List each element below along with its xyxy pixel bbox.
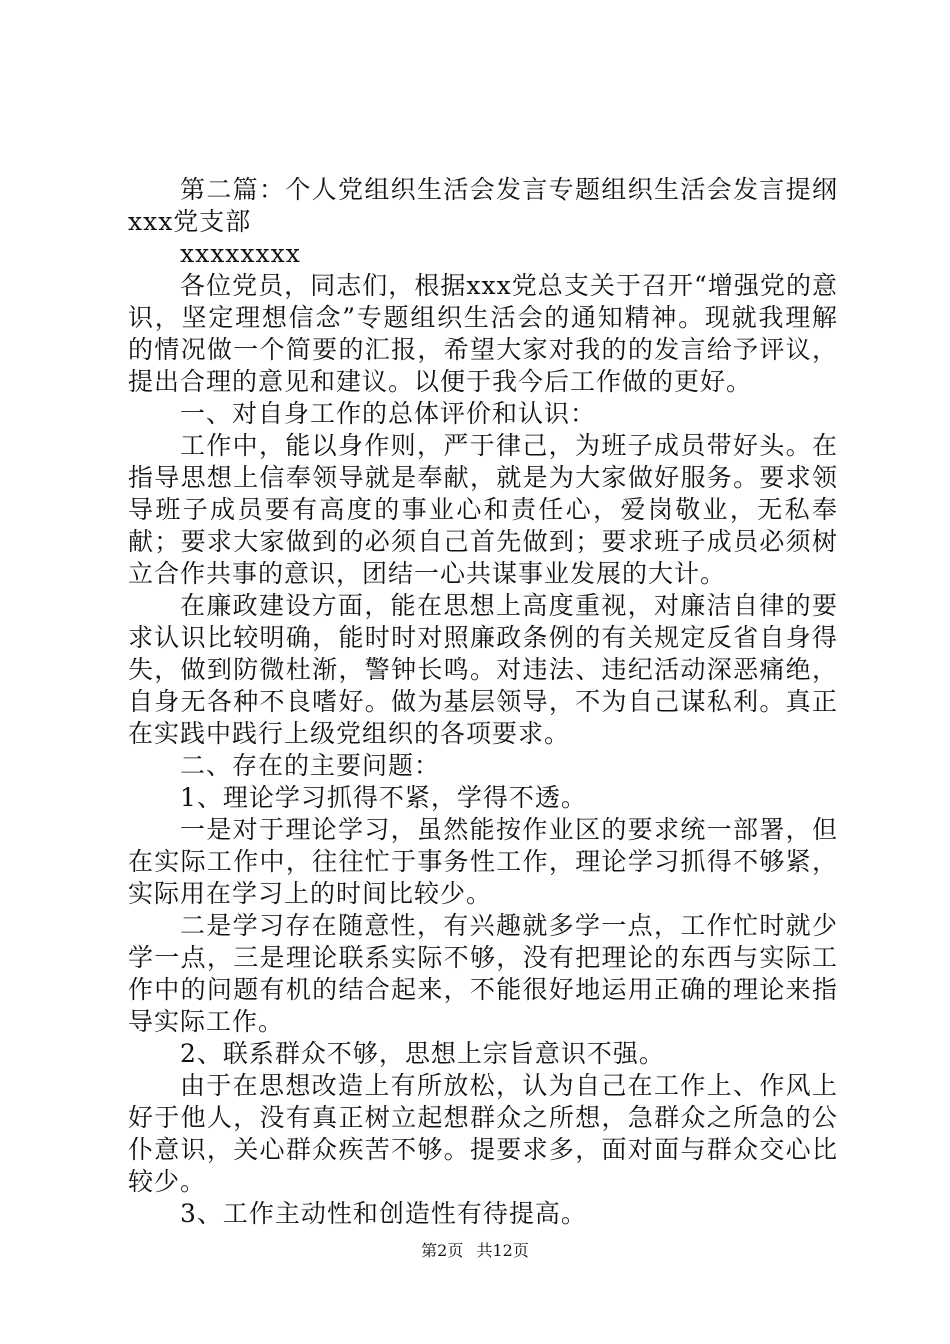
paragraph: 一是对于理论学习，虽然能按作业区的要求统一部署，但在实际工作中，往往忙于事务性工作，理论学习抓得不够紧，实际用在学习上的时间比较少。: [128, 815, 838, 908]
heading-1: 一、对自身工作的总体评价和认识：: [180, 399, 597, 428]
document-body: [128, 174, 838, 1230]
subheading-1: 1、理论学习抓得不紧，学得不透。: [180, 783, 587, 812]
subheading-3: 3、工作主动性和创造性有待提高。: [180, 1199, 587, 1228]
speaker-name: xxxxxxxx: [180, 239, 301, 268]
page-total: 共12页: [476, 1241, 529, 1260]
subheading-2: 2、联系群众不够，思想上宗旨意识不强。: [180, 1039, 665, 1068]
heading-2: 二、存在的主要问题：: [180, 751, 441, 780]
page-footer: [0, 1241, 950, 1261]
paragraph: 在廉政建设方面，能在思想上高度重视，对廉洁自律的要求认识比较明确，能时时对照廉政条例的有关规定反省自身得失，做到防微杜渐，警钟长鸣。对违法、违纪活动深恶痛绝，自身无各种不良嗜好。做为基层领导，不为自己谋私利。真正在实践中践行上级党组织的各项要求。: [128, 591, 838, 748]
paragraph: 工作中，能以身作则，严于律己，为班子成员带好头。在指导思想上信奉领导就是奉献，就是为大家做好服务。要求领导班子成员要有高度的事业心和责任心，爱岗敬业，无私奉献；要求大家做到的必须自己首先做到；要求班子成员必须树立合作共事的意识，团结一心共谋事业发展的大计。: [128, 431, 838, 588]
paragraph: 由于在思想改造上有所放松，认为自己在工作上、作风上好于他人，没有真正树立起想群众之所想，急群众之所急的公仆意识，关心群众疾苦不够。提要求多，面对面与群众交心比较少。: [128, 1071, 838, 1196]
paragraph: 各位党员，同志们，根据xxx党总支关于召开“增强党的意识，坚定理想信念”专题组织生活会的通知精神。现就我理解的情况做一个简要的汇报，希望大家对我的的发言给予评议，提出合理的意见和建议。以便于我今后工作做的更好。: [128, 271, 838, 396]
paragraph: 二是学习存在随意性，有兴趣就多学一点，工作忙时就少学一点，三是理论联系实际不够，没有把理论的东西与实际工作中的问题有机的结合起来，不能很好地运用正确的理论来指导实际工作。: [128, 911, 838, 1036]
page-number: 第2页: [421, 1241, 464, 1260]
section-title: 第二篇：个人党组织生活会发言专题组织生活会发言提纲xxx党支部: [128, 175, 838, 236]
